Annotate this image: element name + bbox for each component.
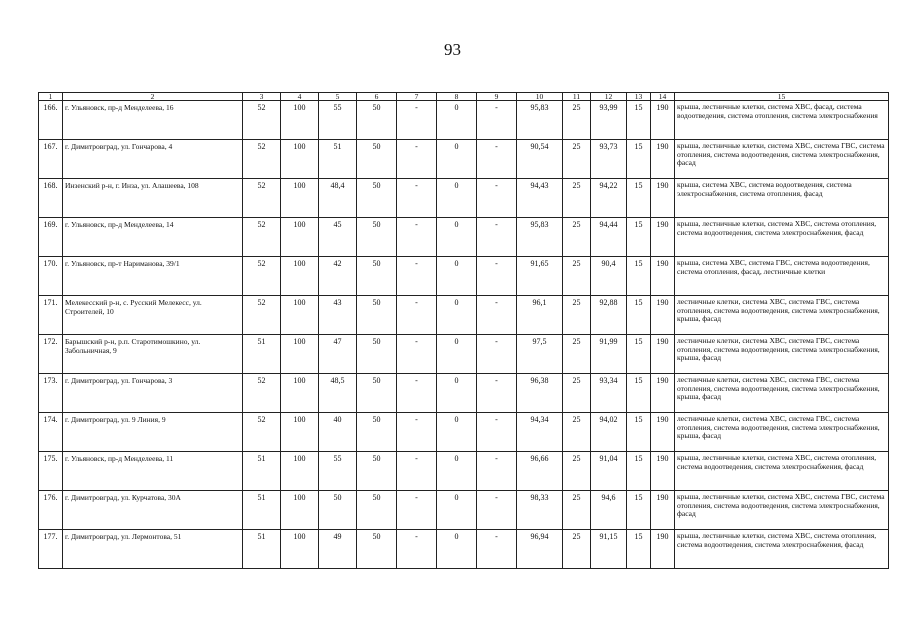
header-row: [39, 93, 889, 101]
col-6: 50: [357, 413, 397, 452]
col-14: 190: [651, 179, 675, 218]
col-4: 100: [281, 296, 319, 335]
row-number: 166.: [39, 101, 63, 140]
col-8: 0: [437, 530, 477, 569]
col-3: 52: [243, 374, 281, 413]
address: г. Димитровград, ул. Лермонтова, 51: [63, 530, 243, 569]
address: г. Ульяновск, пр-д Менделеева, 11: [63, 452, 243, 491]
col-13: 15: [627, 140, 651, 179]
col-9: -: [477, 140, 517, 179]
address: Инзенский р-н, г. Инза, ул. Алашеева, 108: [63, 179, 243, 218]
col-5: 40: [319, 413, 357, 452]
col-10: 91,65: [517, 257, 563, 296]
col-11: 25: [563, 257, 591, 296]
address: г. Ульяновск, пр-д Менделеева, 14: [63, 218, 243, 257]
col-8: 0: [437, 101, 477, 140]
col-14: 190: [651, 140, 675, 179]
row-number: 171.: [39, 296, 63, 335]
col-6: 50: [357, 296, 397, 335]
col-12: 92,88: [591, 296, 627, 335]
col-7: -: [397, 140, 437, 179]
col-8: 0: [437, 335, 477, 374]
col-4: 100: [281, 335, 319, 374]
table-row: [39, 452, 889, 491]
col-6: 50: [357, 530, 397, 569]
col-6: 50: [357, 257, 397, 296]
col-7: -: [397, 452, 437, 491]
col-5: 55: [319, 101, 357, 140]
col-14: 190: [651, 374, 675, 413]
row-number: 170.: [39, 257, 63, 296]
row-number: 167.: [39, 140, 63, 179]
address: г. Ульяновск, пр-т Нариманова, 39/1: [63, 257, 243, 296]
col-14: 190: [651, 296, 675, 335]
table-body: [39, 101, 889, 569]
col-10: 96,94: [517, 530, 563, 569]
col-11: 25: [563, 530, 591, 569]
address: г. Ульяновск, пр-д Менделеева, 16: [63, 101, 243, 140]
column-header: 7: [397, 93, 437, 101]
col-3: 52: [243, 101, 281, 140]
col-8: 0: [437, 413, 477, 452]
col-12: 94,22: [591, 179, 627, 218]
column-header: 2: [63, 93, 243, 101]
col-14: 190: [651, 452, 675, 491]
col-7: -: [397, 218, 437, 257]
col-3: 51: [243, 452, 281, 491]
col-5: 50: [319, 491, 357, 530]
col-13: 15: [627, 179, 651, 218]
data-table: [38, 92, 889, 569]
row-number: 173.: [39, 374, 63, 413]
works-list: крыша, лестничные клетки, система ХВС, система ГВС, система отопления, система водоотведения, система электроснабжения, фасад: [675, 140, 889, 179]
col-9: -: [477, 257, 517, 296]
col-8: 0: [437, 296, 477, 335]
col-7: -: [397, 530, 437, 569]
col-3: 52: [243, 179, 281, 218]
column-header: 6: [357, 93, 397, 101]
col-6: 50: [357, 179, 397, 218]
col-11: 25: [563, 179, 591, 218]
col-3: 51: [243, 491, 281, 530]
col-8: 0: [437, 452, 477, 491]
table-row: [39, 374, 889, 413]
table-row: [39, 218, 889, 257]
row-number: 169.: [39, 218, 63, 257]
col-7: -: [397, 179, 437, 218]
col-9: -: [477, 491, 517, 530]
works-list: крыша, лестничные клетки, система ХВС, система отопления, система водоотведения, система электроснабжения, фасад: [675, 452, 889, 491]
col-12: 93,34: [591, 374, 627, 413]
col-4: 100: [281, 530, 319, 569]
col-10: 95,83: [517, 101, 563, 140]
col-13: 15: [627, 413, 651, 452]
table-row: [39, 413, 889, 452]
col-13: 15: [627, 374, 651, 413]
col-4: 100: [281, 452, 319, 491]
col-8: 0: [437, 374, 477, 413]
column-header: 3: [243, 93, 281, 101]
column-header: 8: [437, 93, 477, 101]
works-list: крыша, лестничные клетки, система ХВС, система ГВС, система отопления, система водоотведения, система электроснабжения, фасад: [675, 491, 889, 530]
col-13: 15: [627, 101, 651, 140]
col-10: 96,66: [517, 452, 563, 491]
col-12: 94,44: [591, 218, 627, 257]
row-number: 176.: [39, 491, 63, 530]
col-7: -: [397, 374, 437, 413]
col-11: 25: [563, 140, 591, 179]
row-number: 175.: [39, 452, 63, 491]
col-13: 15: [627, 530, 651, 569]
col-6: 50: [357, 218, 397, 257]
col-6: 50: [357, 374, 397, 413]
col-5: 48,4: [319, 179, 357, 218]
col-8: 0: [437, 140, 477, 179]
col-14: 190: [651, 530, 675, 569]
col-4: 100: [281, 413, 319, 452]
works-list: крыша, лестничные клетки, система ХВС, фасад, система водоотведения, система отопления, система электроснабжения: [675, 101, 889, 140]
col-6: 50: [357, 452, 397, 491]
col-9: -: [477, 413, 517, 452]
column-header: 13: [627, 93, 651, 101]
column-header: 10: [517, 93, 563, 101]
col-3: 52: [243, 140, 281, 179]
col-14: 190: [651, 413, 675, 452]
col-8: 0: [437, 179, 477, 218]
column-header: 1: [39, 93, 63, 101]
col-9: -: [477, 179, 517, 218]
col-14: 190: [651, 218, 675, 257]
col-12: 91,15: [591, 530, 627, 569]
row-number: 174.: [39, 413, 63, 452]
col-7: -: [397, 413, 437, 452]
col-12: 94,02: [591, 413, 627, 452]
col-12: 93,99: [591, 101, 627, 140]
address: г. Димитровград, ул. 9 Линия, 9: [63, 413, 243, 452]
works-list: лестничные клетки, система ХВС, система ГВС, система отопления, система водоотведения, система электроснабжения, крыша, фасад: [675, 296, 889, 335]
col-5: 55: [319, 452, 357, 491]
col-8: 0: [437, 257, 477, 296]
col-11: 25: [563, 296, 591, 335]
col-3: 52: [243, 257, 281, 296]
col-6: 50: [357, 140, 397, 179]
table-row: [39, 101, 889, 140]
col-7: -: [397, 101, 437, 140]
column-header: 4: [281, 93, 319, 101]
col-11: 25: [563, 335, 591, 374]
col-5: 42: [319, 257, 357, 296]
works-list: крыша, система ХВС, система ГВС, система водоотведения, система отопления, фасад, лестничные клетки: [675, 257, 889, 296]
col-13: 15: [627, 452, 651, 491]
column-header: 12: [591, 93, 627, 101]
col-4: 100: [281, 140, 319, 179]
col-13: 15: [627, 257, 651, 296]
col-4: 100: [281, 257, 319, 296]
table-row: [39, 179, 889, 218]
col-14: 190: [651, 257, 675, 296]
col-4: 100: [281, 491, 319, 530]
col-13: 15: [627, 335, 651, 374]
row-number: 172.: [39, 335, 63, 374]
table-row: [39, 257, 889, 296]
col-10: 97,5: [517, 335, 563, 374]
col-9: -: [477, 452, 517, 491]
col-12: 91,99: [591, 335, 627, 374]
address: г. Димитровград, ул. Курчатова, 30А: [63, 491, 243, 530]
column-header: 15: [675, 93, 889, 101]
col-10: 98,33: [517, 491, 563, 530]
row-number: 168.: [39, 179, 63, 218]
col-5: 49: [319, 530, 357, 569]
col-10: 96,38: [517, 374, 563, 413]
col-5: 43: [319, 296, 357, 335]
col-5: 51: [319, 140, 357, 179]
address: г. Димитровград, ул. Гончарова, 4: [63, 140, 243, 179]
col-9: -: [477, 374, 517, 413]
col-9: -: [477, 296, 517, 335]
table-row: [39, 491, 889, 530]
col-10: 94,43: [517, 179, 563, 218]
col-11: 25: [563, 491, 591, 530]
col-8: 0: [437, 491, 477, 530]
column-header: 9: [477, 93, 517, 101]
col-12: 93,73: [591, 140, 627, 179]
col-5: 48,5: [319, 374, 357, 413]
col-7: -: [397, 335, 437, 374]
col-12: 94,6: [591, 491, 627, 530]
col-6: 50: [357, 101, 397, 140]
works-list: лестничные клетки, система ХВС, система ГВС, система отопления, система водоотведения, система электроснабжения, крыша, фасад: [675, 374, 889, 413]
col-13: 15: [627, 218, 651, 257]
col-10: 95,83: [517, 218, 563, 257]
page-number: 93: [444, 40, 461, 59]
col-6: 50: [357, 335, 397, 374]
table-row: [39, 335, 889, 374]
col-9: -: [477, 218, 517, 257]
col-4: 100: [281, 374, 319, 413]
row-number: 177.: [39, 530, 63, 569]
col-3: 52: [243, 413, 281, 452]
works-list: крыша, лестничные клетки, система ХВС, система отопления, система водоотведения, система электроснабжения, фасад: [675, 218, 889, 257]
col-14: 190: [651, 491, 675, 530]
col-11: 25: [563, 374, 591, 413]
col-14: 190: [651, 335, 675, 374]
works-list: крыша, лестничные клетки, система ХВС, система отопления, система водоотведения, система электроснабжения, фасад: [675, 530, 889, 569]
col-5: 47: [319, 335, 357, 374]
col-13: 15: [627, 296, 651, 335]
table-row: [39, 296, 889, 335]
works-list: крыша, система ХВС, система водоотведения, система электроснабжения, система отопления, фасад: [675, 179, 889, 218]
col-11: 25: [563, 413, 591, 452]
col-6: 50: [357, 491, 397, 530]
col-11: 25: [563, 452, 591, 491]
col-9: -: [477, 335, 517, 374]
col-10: 90,54: [517, 140, 563, 179]
col-11: 25: [563, 101, 591, 140]
col-12: 91,04: [591, 452, 627, 491]
col-9: -: [477, 530, 517, 569]
col-11: 25: [563, 218, 591, 257]
col-10: 94,34: [517, 413, 563, 452]
address: г. Димитровград, ул. Гончарова, 3: [63, 374, 243, 413]
col-10: 96,1: [517, 296, 563, 335]
address: Барышский р-н, р.п. Старотимошкино, ул. Забольничная, 9: [63, 335, 243, 374]
column-header: 14: [651, 93, 675, 101]
col-14: 190: [651, 101, 675, 140]
address: Мелекесский р-н, с. Русский Мелекесс, ул. Строителей, 10: [63, 296, 243, 335]
col-3: 52: [243, 296, 281, 335]
column-header: 11: [563, 93, 591, 101]
col-4: 100: [281, 218, 319, 257]
col-3: 52: [243, 218, 281, 257]
works-list: лестничные клетки, система ХВС, система ГВС, система отопления, система водоотведения, система электроснабжения, крыша, фасад: [675, 413, 889, 452]
table-row: [39, 140, 889, 179]
col-7: -: [397, 257, 437, 296]
table-row: [39, 530, 889, 569]
col-7: -: [397, 491, 437, 530]
col-12: 90,4: [591, 257, 627, 296]
col-4: 100: [281, 101, 319, 140]
col-5: 45: [319, 218, 357, 257]
col-13: 15: [627, 491, 651, 530]
col-4: 100: [281, 179, 319, 218]
col-3: 51: [243, 335, 281, 374]
col-8: 0: [437, 218, 477, 257]
column-header: 5: [319, 93, 357, 101]
works-list: лестничные клетки, система ХВС, система ГВС, система отопления, система водоотведения, система электроснабжения, крыша, фасад: [675, 335, 889, 374]
col-3: 51: [243, 530, 281, 569]
col-7: -: [397, 296, 437, 335]
col-9: -: [477, 101, 517, 140]
